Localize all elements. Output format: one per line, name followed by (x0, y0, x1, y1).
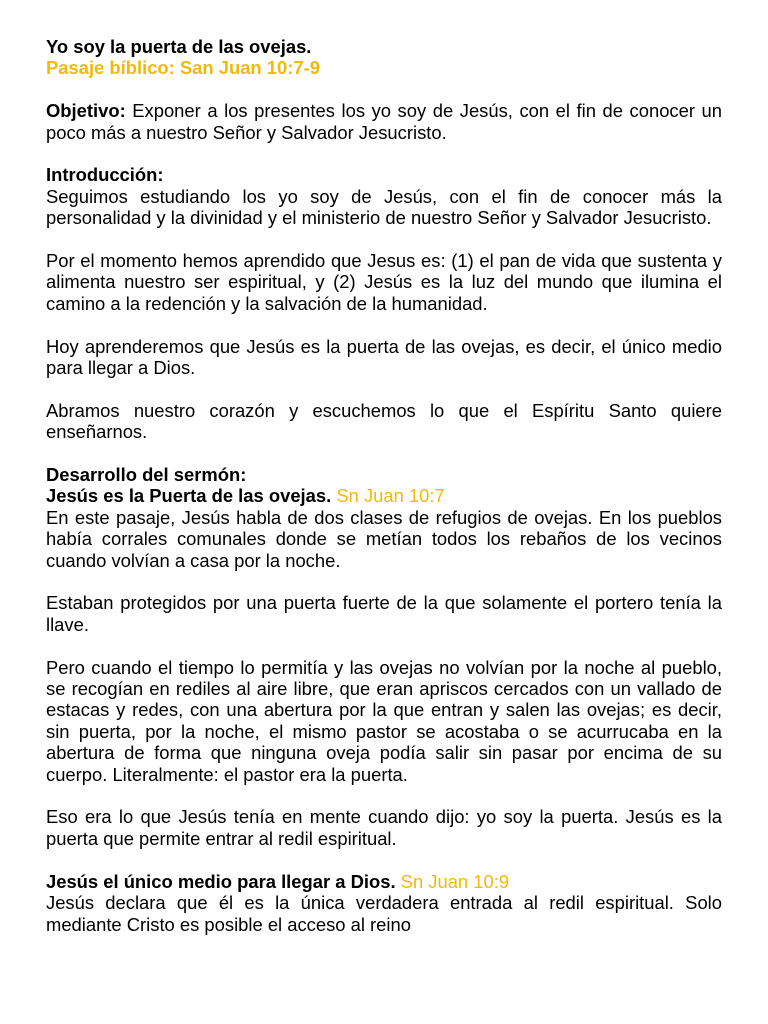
intro-paragraph-2: Por el momento hemos aprendido que Jesus es: (1) el pan de vida que sustenta y alimenta nuestro ser espiritual, y (2) Jesús es la luz del mundo que ilumina el camino a la redención y la salvación de la humanidad. (46, 250, 722, 314)
intro-heading-block (46, 164, 722, 185)
section-2-heading: Jesús el único medio para llegar a Dios. (46, 870, 396, 892)
objective-paragraph (46, 100, 722, 143)
section-1-paragraph-4: Eso era lo que Jesús tenía en mente cuando dijo: yo soy la puerta. Jesús es la puerta que permite entrar al redil espiritual. (46, 806, 722, 849)
intro-paragraph-3: Hoy aprenderemos que Jesús es la puerta de las ovejas, es decir, el único medio para llegar a Dios. (46, 335, 722, 379)
intro-paragraph-1: Seguimos estudiando los yo soy de Jesús, con el fin de conocer más la personalidad y la divinidad y el ministerio de nuestro Señor y Salvador Jesucristo. (46, 185, 722, 229)
section-1-paragraph-2: Estaban protegidos por una puerta fuerte de la que solamente el portero tenía la llave. (46, 592, 722, 635)
intro-paragraph-4: Abramos nuestro corazón y escuchemos lo que el Espíritu Santo quiere enseñarnos. (46, 399, 722, 443)
objective-label: Objetivo: (46, 100, 126, 122)
section-2-paragraph-1: Jesús declara que él es la única verdadera entrada al redil espiritual. Solo mediante Cristo es posible el acceso al reino (46, 892, 722, 935)
development-heading-block (46, 464, 722, 485)
document-title: Yo soy la puerta de las ovejas. (46, 36, 312, 57)
title-block (46, 36, 722, 79)
objective-text: Exponer a los presentes los yo soy de Jesús, con el fin de conocer un poco más a nuestro Señor y Salvador Jesucristo. (46, 100, 722, 143)
development-heading: Desarrollo del sermón: (46, 464, 247, 486)
section-2-heading-block (46, 871, 722, 892)
section-2-reference: Sn Juan 10:9 (395, 870, 510, 892)
section-1-paragraph-1: En este pasaje, Jesús habla de dos clases de refugios de ovejas. En los pueblos había corrales comunales donde se metían todos los rebaños de los vecinos cuando volvían a casa por la noche. (46, 506, 722, 571)
section-1-heading: Jesús es la Puerta de las ovejas. (46, 485, 332, 507)
passage-reference: Pasaje bíblico: San Juan 10:7-9 (46, 57, 320, 79)
intro-heading: Introducción: (46, 164, 164, 186)
section-1-heading-block (46, 485, 722, 506)
section-1-reference: Sn Juan 10:7 (331, 485, 445, 507)
document-page (46, 36, 722, 956)
section-1-paragraph-3: Pero cuando el tiempo lo permitía y las ovejas no volvían por la noche al pueblo, se recogían en rediles al aire libre, que eran apriscos cercados con un vallado de estacas y redes, con una abertura por la que entran y salen las ovejas; es decir, sin puerta, por la noche, el mismo pastor se acostaba o se acurrucaba en la abertura de forma que ninguna oveja podía salir sin pasar por encima de su cuerpo. Literalmente: el pastor era la puerta. (46, 656, 722, 785)
